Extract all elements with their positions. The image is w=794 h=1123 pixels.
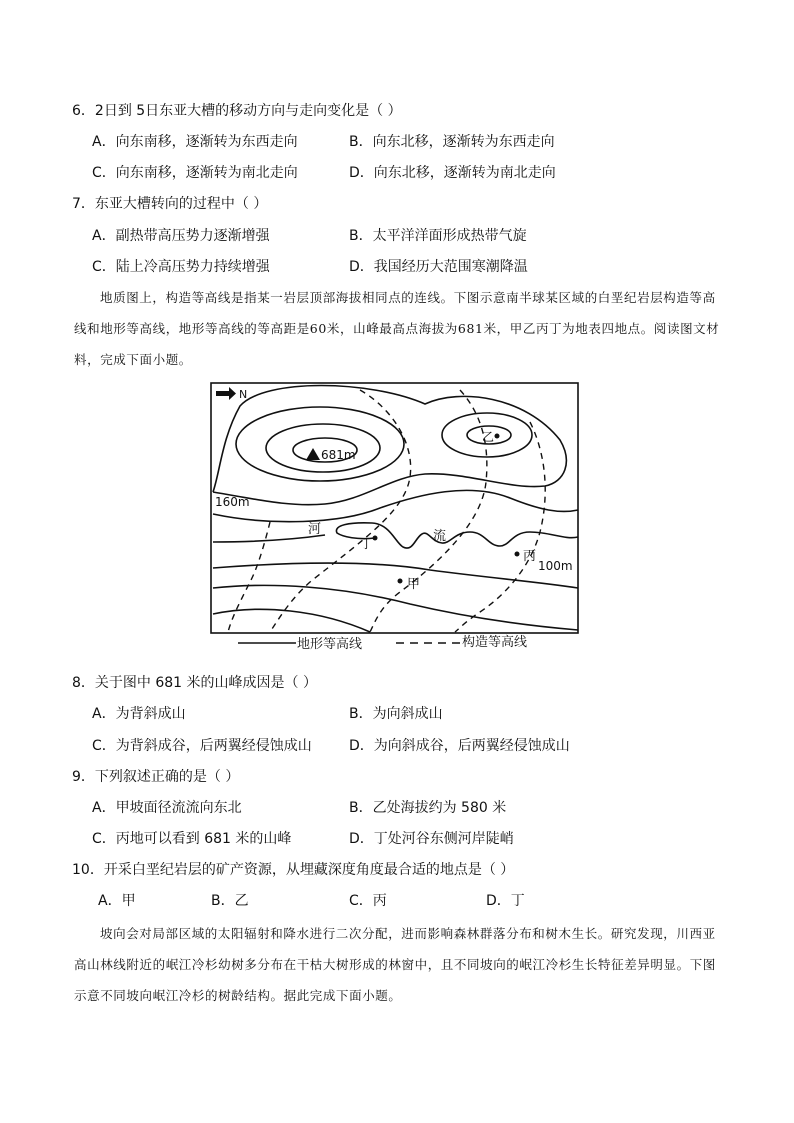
question-9-stem: 9．下列叙述正确的是（ ） [72,769,240,785]
legend-terrain-label: 地形等高线 [297,637,363,652]
point-ding-label: 丁 [360,537,374,552]
contour-100m-label: 100m [538,559,573,573]
q9-option-a[interactable]: A．甲坡面径流流向东北 [92,800,242,816]
point-jia-label: 甲 [407,577,421,592]
q6-option-c[interactable]: C．向东南移，逐渐转为南北走向 [92,165,298,181]
question-6-stem: 6．2日到 5日东亚大槽的移动方向与走向变化是（ ） [72,103,402,119]
passage-fir: 坡向会对局部区域的太阳辐射和降水进行二次分配，进而影响森林群落分布和树木生长。研究发现，川西亚高山林线附近的岷江冷杉幼树多分布在干枯大树形成的林窗中，且不同坡向的岷江冷杉生长特征差异明显。下图示意不同坡向岷江冷杉的树龄结构。据此完成下面小题。 [74,926,716,1003]
q8-option-d[interactable]: D．为向斜成谷，后两翼经侵蚀成山 [349,738,570,754]
point-bing-label: 丙 [523,549,537,564]
river-char-he: 河 [308,522,322,537]
point-ding-dot [373,536,378,541]
q10-option-c[interactable]: C．丙 [349,893,387,909]
q10-option-d[interactable]: D．丁 [486,893,525,909]
question-8-stem: 8．关于图中 681 米的山峰成因是（ ） [72,675,317,691]
q9-option-d[interactable]: D．丁处河谷东侧河岸陡峭 [349,831,514,847]
question-7-stem: 7．东亚大槽转向的过程中（ ） [72,196,268,212]
geologic-contour-map [210,382,580,654]
peak-label: 681m [321,448,356,462]
point-jia-dot [398,579,403,584]
q9-option-b[interactable]: B．乙处海拔约为 580 米 [349,800,507,816]
q7-option-b[interactable]: B．太平洋洋面形成热带气旋 [349,228,527,244]
point-bing-dot [515,552,520,557]
q8-option-a[interactable]: A．为背斜成山 [92,706,186,722]
north-label: N [239,388,248,401]
q6-option-b[interactable]: B．向东北移，逐渐转为东西走向 [349,134,555,150]
q6-option-d[interactable]: D．向东北移，逐渐转为南北走向 [349,165,556,181]
q6-option-a[interactable]: A．向东南移，逐渐转为东西走向 [92,134,298,150]
legend-structure-label: 构造等高线 [462,635,528,650]
q10-option-b[interactable]: B．乙 [211,893,249,909]
q8-option-c[interactable]: C．为背斜成谷，后两翼经侵蚀成山 [92,738,312,754]
q7-option-a[interactable]: A．副热带高压势力逐渐增强 [92,228,270,244]
passage-geology: 地质图上，构造等高线是指某一岩层顶部海拔相同点的连线。下图示意南半球某区域的白垩纪岩层构造等高线和地形等高线，地形等高线的等高距是60米，山峰最高点海拔为681米，甲乙丙丁为地表四地点。阅读图文材料，完成下面小题。 [74,290,720,367]
contour-160m-label: 160m [215,495,250,509]
river-char-liu: 流 [433,529,447,544]
point-yi-label: 乙 [482,430,495,444]
q7-option-c[interactable]: C．陆上冷高压势力持续增强 [92,259,270,275]
q8-option-b[interactable]: B．为向斜成山 [349,706,443,722]
q10-option-a[interactable]: A．甲 [98,893,136,909]
q7-option-d[interactable]: D．我国经历大范围寒潮降温 [349,259,528,275]
question-10-stem: 10．开采白垩纪岩层的矿产资源，从埋藏深度角度最合适的地点是（ ） [72,862,515,878]
point-yi-dot [495,434,500,439]
q9-option-c[interactable]: C．丙地可以看到 681 米的山峰 [92,831,292,847]
